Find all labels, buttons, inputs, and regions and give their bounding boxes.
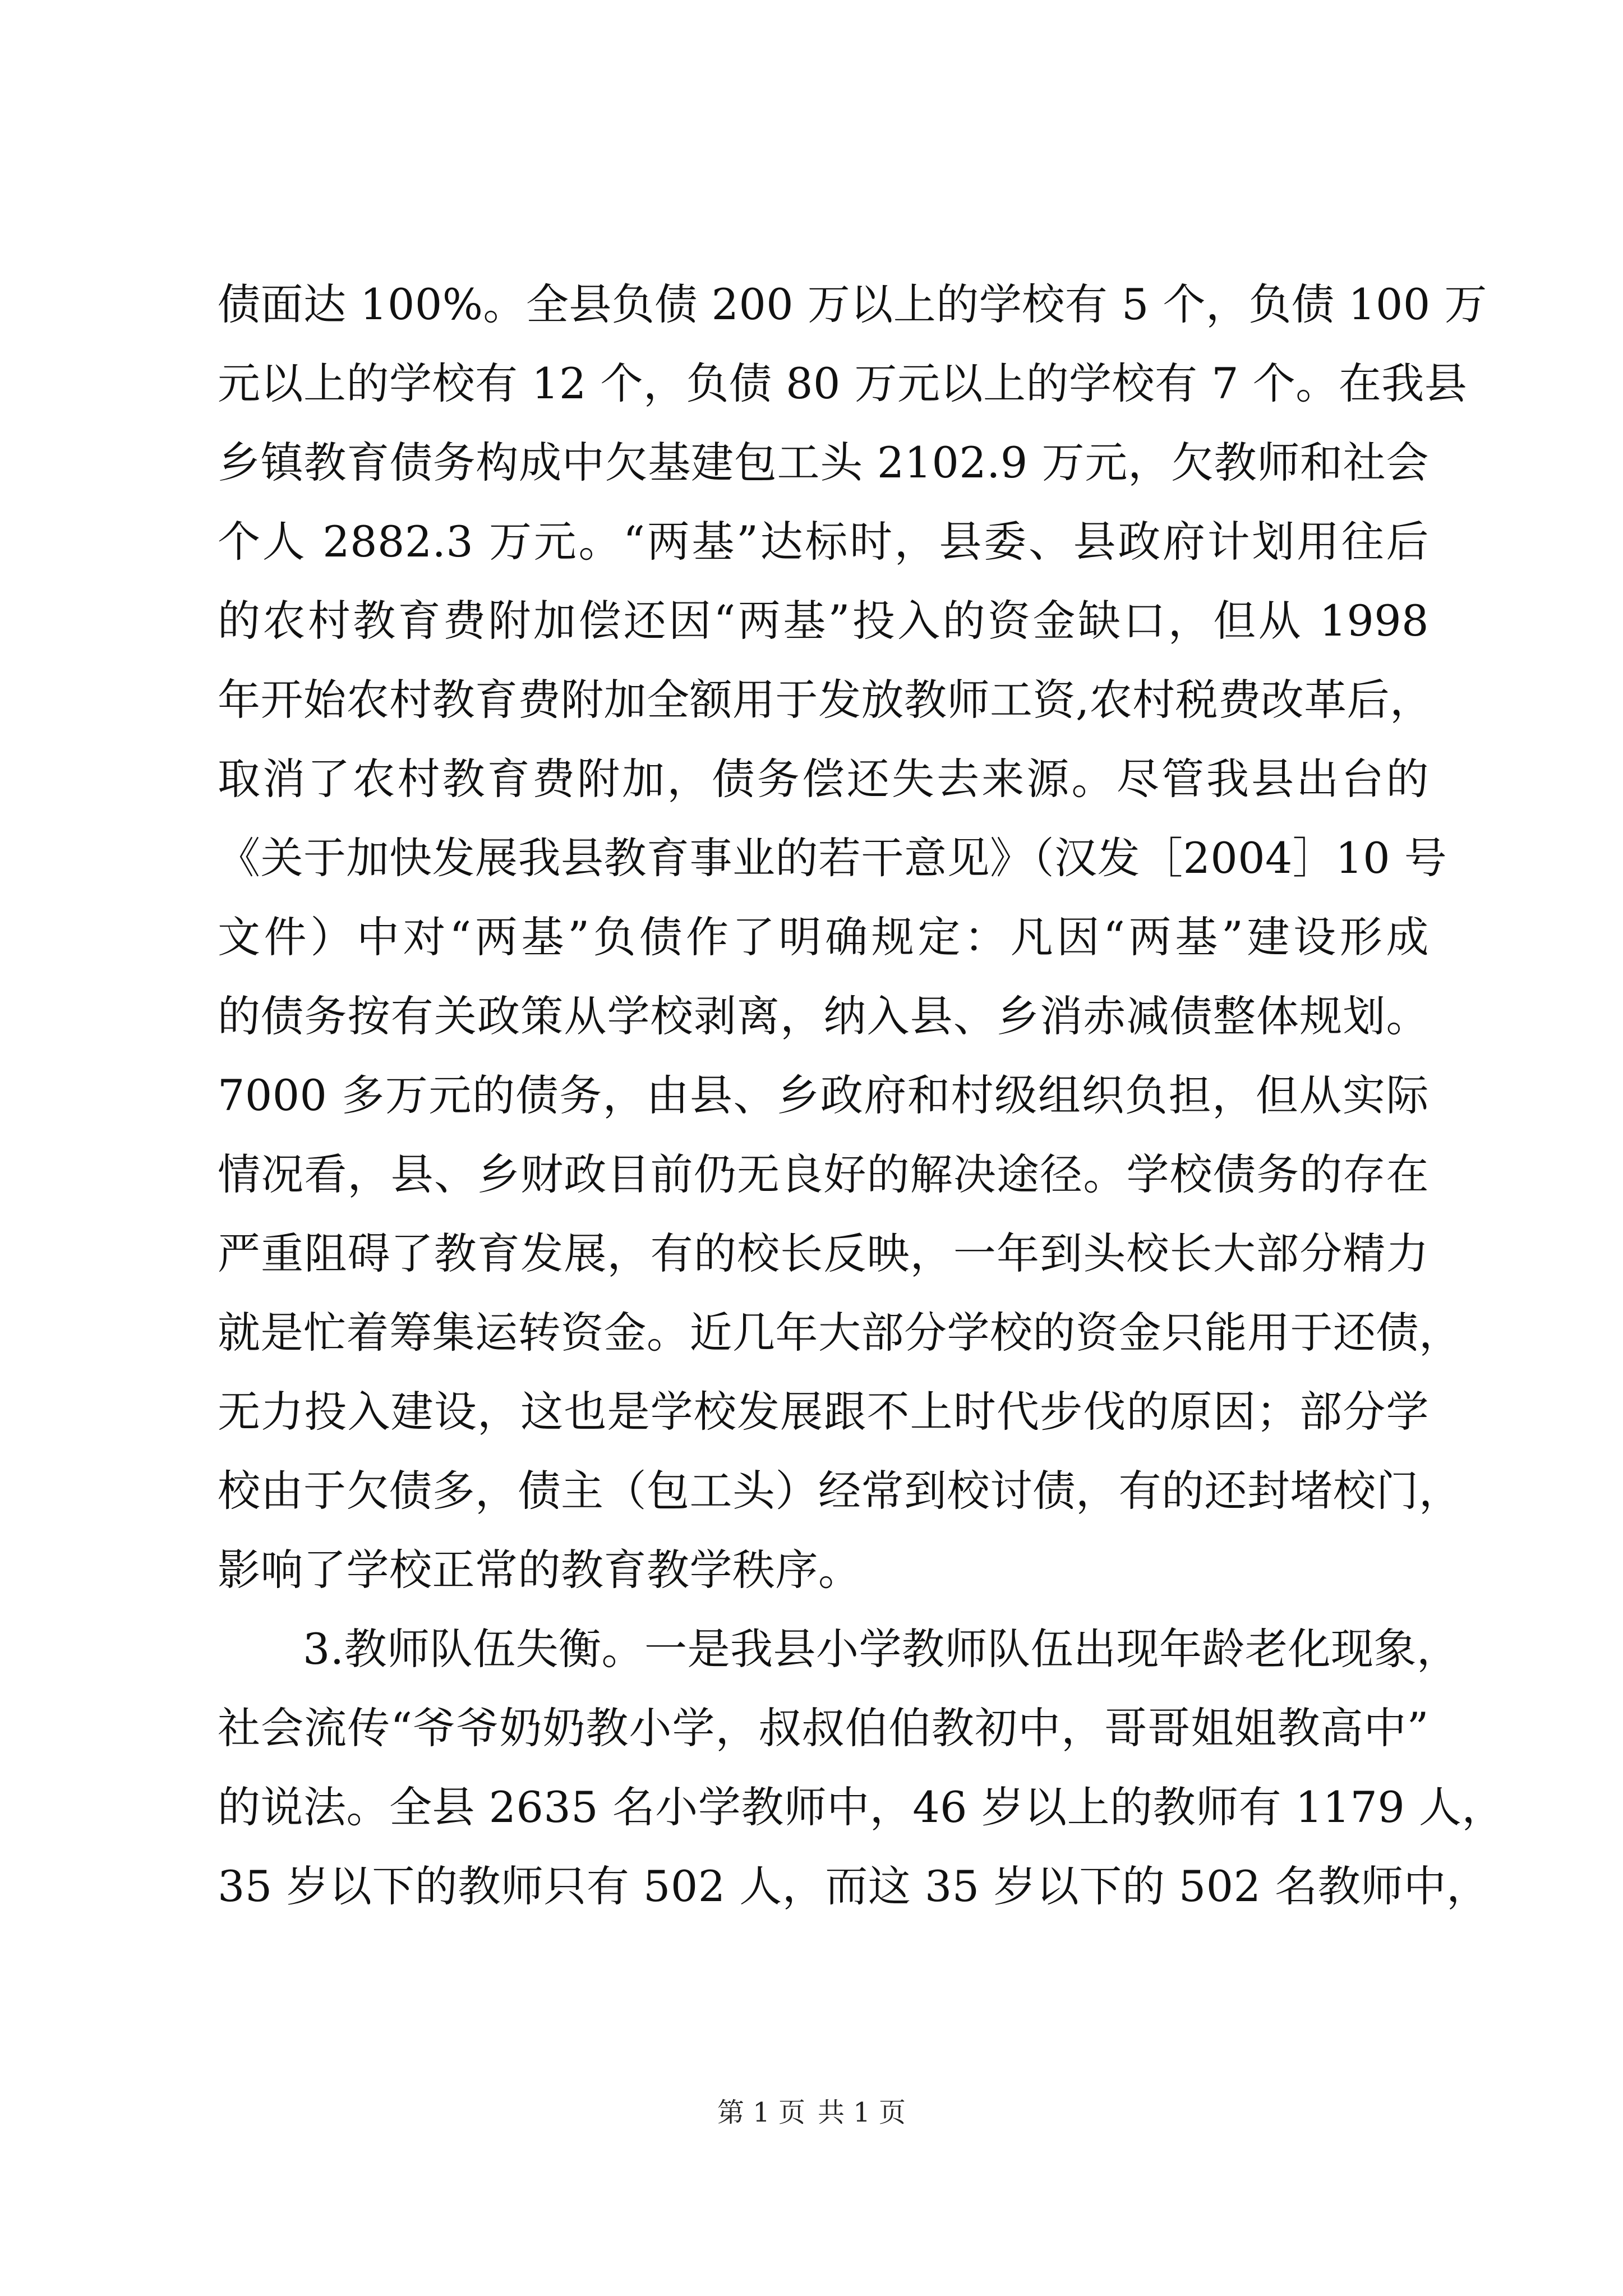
text-line: 社会流传“爷爷奶奶教小学，叔叔伯伯教初中，哥哥姐姐教高中” [218,1703,1429,1753]
text-line: 的农村教育费附加偿还因“两基”投入的资金缺口，但从 1998 [218,596,1429,646]
body-text [218,265,1505,1926]
text-line: 就是忙着筹集运转资金。近几年大部分学校的资金只能用于还债， [218,1308,1462,1358]
page-number: 第 1 页 [717,2097,805,2128]
text-line: 影响了学校正常的教育教学秩序。 [218,1545,861,1595]
text-line: 的说法。全县 2635 名小学教师中，46 岁以上的教师有 1179 人， [218,1782,1505,1832]
text-line: 校由于欠债多，债主（包工头）经常到校讨债，有的还封堵校门， [218,1466,1462,1516]
text-line: 的债务按有关政策从学校剥离，纳入县、乡消赤减债整体规划。 [218,991,1429,1041]
total-pages: 共 1 页 [818,2097,906,2128]
text-line: 债面达 100%。全县负债 200 万以上的学校有 5 个，负债 100 万 [218,279,1487,329]
text-line: 3.教师队伍失衡。一是我县小学教师队伍出现年龄老化现象， [303,1624,1460,1674]
text-line: 乡镇教育债务构成中欠基建包工头 2102.9 万元，欠教师和社会 [218,438,1429,487]
text-line: 35 岁以下的教师只有 502 人，而这 35 岁以下的 502 名教师中， [218,1861,1490,1911]
text-line: 《关于加快发展我县教育事业的若干意见》（汉发［2004］10 号 [218,833,1447,883]
text-line: 文件）中对“两基”负债作了明确规定：凡因“两基”建设形成 [218,912,1429,962]
text-line: 情况看，县、乡财政目前仍无良好的解决途径。学校债务的存在 [218,1149,1429,1199]
text-line: 无力投入建设，这也是学校发展跟不上时代步伐的原因；部分学 [218,1387,1429,1437]
page-footer [0,2096,1623,2129]
text-line: 严重阻碍了教育发展，有的校长反映，一年到头校长大部分精力 [218,1228,1429,1278]
text-line: 年开始农村教育费附加全额用于发放教师工资,农村税费改革后， [218,675,1433,725]
text-line: 元以上的学校有 12 个，负债 80 万元以上的学校有 7 个。在我县 [218,358,1468,408]
text-line: 取消了农村教育费附加，债务偿还失去来源。尽管我县出台的 [218,754,1429,804]
text-line: 个人 2882.3 万元。“两基”达标时，县委、县政府计划用往后 [218,517,1429,567]
text-line: 7000 多万元的债务，由县、乡政府和村级组织负担，但从实际 [218,1070,1429,1120]
